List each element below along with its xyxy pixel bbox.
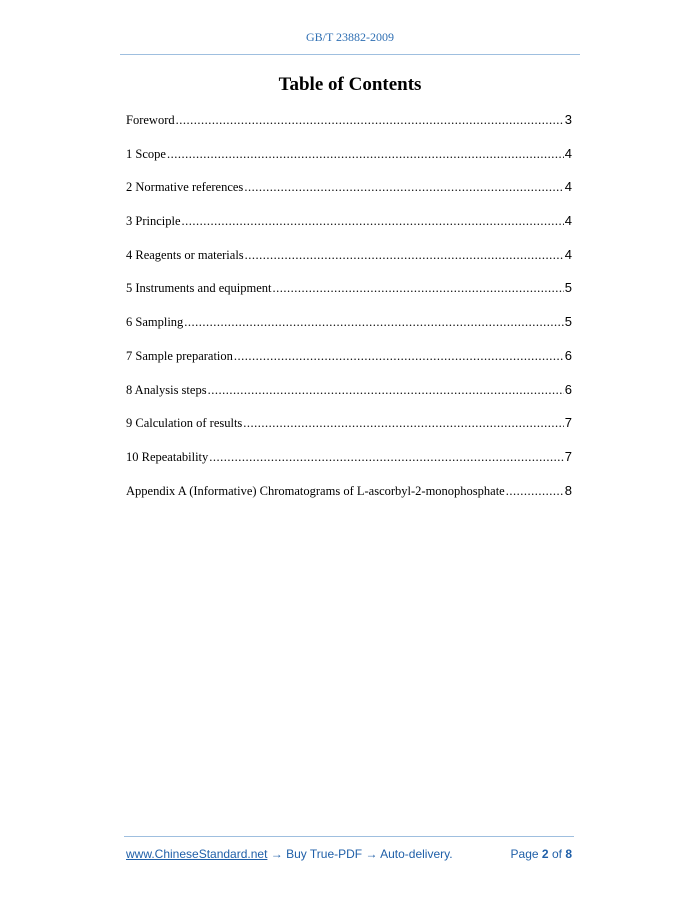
toc-leader-dots [272,281,563,296]
toc-entry-page: 8 [564,482,572,498]
page-of: of [551,847,562,861]
toc-entry-page: 7 [564,415,572,431]
page-total: 8 [565,847,572,861]
toc-entry-calculation[interactable] [126,415,572,449]
toc-entry-reagents[interactable] [126,247,572,281]
document-header [120,30,580,55]
toc-entry-label: 8 Analysis steps [126,382,207,397]
standard-code: GB/T 23882-2009 [305,30,395,44]
toc-entry-foreword[interactable] [126,112,572,146]
toc-entry-page: 4 [564,179,572,195]
toc-entry-label: 6 Sampling [126,315,184,330]
toc-leader-dots [244,180,563,195]
website-link[interactable]: www.ChineseStandard.net [126,847,268,861]
toc-entry-page: 3 [564,112,572,127]
toc-entry-label: 5 Instruments and equipment [126,281,272,296]
page-footer [126,847,572,861]
toc-entry-label: 4 Reagents or materials [126,247,244,262]
toc-entry-label: 10 Repeatability [126,449,209,464]
toc-entry-sampling[interactable] [126,314,572,348]
toc-entry-page: 4 [564,246,572,262]
toc-leader-dots [506,484,564,499]
page-current: 2 [541,847,549,861]
toc-entry-page: 6 [564,381,572,397]
footer-promo [126,847,453,861]
toc-entry-label: 7 Sample preparation [126,348,233,363]
toc-leader-dots [208,383,564,398]
footer-divider [124,836,574,837]
toc-entry-principle[interactable] [126,213,572,247]
toc-entry-normative-references[interactable] [126,179,572,213]
toc-leader-dots [209,450,563,465]
toc-entry-label: Foreword [126,113,175,127]
toc-leader-dots [167,147,564,162]
toc-entry-page: 4 [564,213,572,229]
toc-entry-analysis-steps[interactable] [126,382,572,416]
promo-text: → Buy True-PDF → Auto-delivery. [267,847,453,861]
toc-leader-dots [184,315,563,330]
toc-leader-dots [176,113,564,128]
toc-entry-page: 4 [564,145,572,161]
toc-entry-label: 2 Normative references [126,180,244,195]
toc-entry-label: 9 Calculation of results [126,416,243,431]
page-prefix: Page [510,847,539,861]
toc-leader-dots [182,214,564,229]
toc-entry-page: 6 [564,347,572,363]
toc-leader-dots [243,416,563,431]
toc-entry-instruments[interactable] [126,280,572,314]
table-of-contents [126,112,572,516]
toc-entry-label: Appendix A (Informative) Chromatograms of L-ascorbyl-2-monophosphate [126,483,505,498]
toc-entry-appendix-a[interactable] [126,483,572,517]
toc-entry-scope[interactable] [126,146,572,180]
toc-entry-page: 7 [564,448,572,464]
toc-leader-dots [245,248,564,263]
toc-entry-page: 5 [564,314,572,330]
toc-entry-repeatability[interactable] [126,449,572,483]
toc-entry-page: 5 [564,280,572,296]
toc-entry-label: 3 Principle [126,214,181,229]
toc-leader-dots [234,349,564,364]
page-title: Table of Contents [278,74,422,95]
toc-entry-label: 1 Scope [126,146,166,161]
page-indicator [511,847,572,861]
toc-entry-sample-preparation[interactable] [126,348,572,382]
